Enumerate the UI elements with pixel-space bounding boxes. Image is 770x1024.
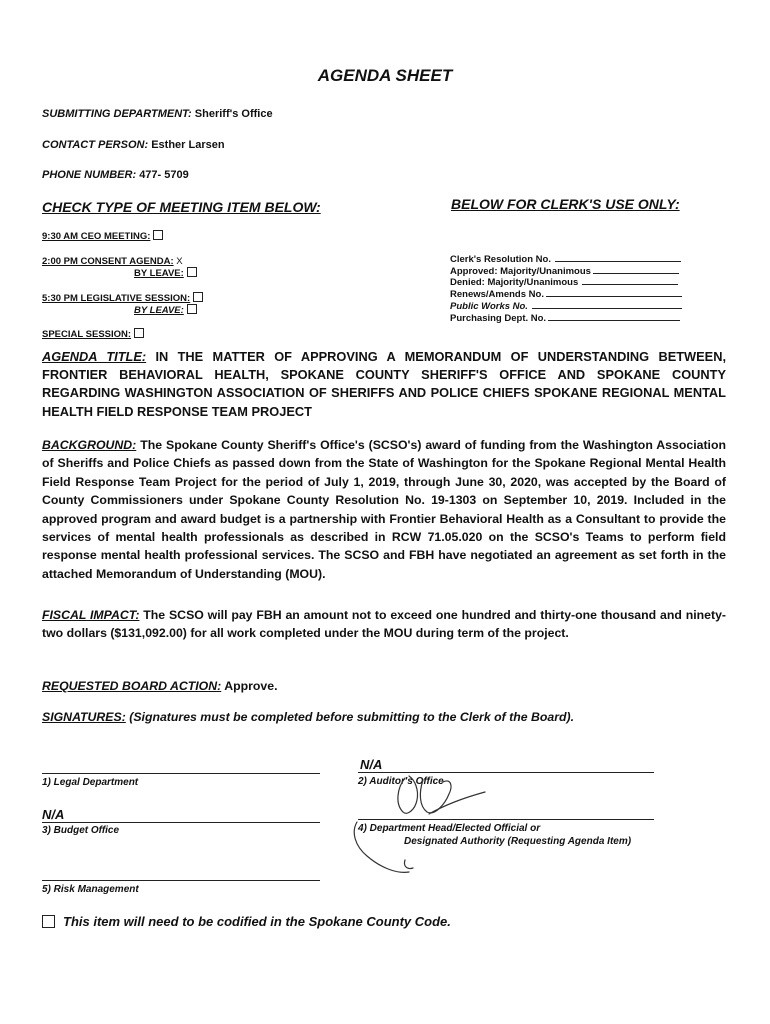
background-label: BACKGROUND: (42, 438, 137, 452)
renews-row (450, 289, 682, 300)
signatures-label: SIGNATURES: (42, 710, 126, 724)
submitting-department-label: SUBMITTING DEPARTMENT: (42, 108, 192, 120)
consent-agenda-mark[interactable]: X (176, 256, 183, 267)
auditor-value: N/A (360, 757, 383, 772)
consent-by-leave-checkbox[interactable] (187, 267, 197, 277)
page-title: AGENDA SHEET (317, 66, 453, 85)
approved-line[interactable] (593, 272, 679, 274)
consent-by-leave-row (134, 267, 197, 279)
consent-agenda-row (42, 256, 183, 267)
public-works-label: Public Works No. (450, 301, 528, 312)
signatures-block (42, 708, 726, 726)
purchasing-line[interactable] (548, 319, 680, 321)
submitting-department-value: Sheriff's Office (194, 108, 273, 120)
handwritten-signature (345, 770, 505, 880)
denied-row (450, 277, 678, 288)
purchasing-label: Purchasing Dept. No. (450, 313, 547, 324)
agenda-title-label: AGENDA TITLE: (42, 349, 147, 364)
risk-management-label: 5) Risk Management (42, 884, 139, 895)
requested-action-text: Approve. (224, 679, 278, 693)
clerk-resolution-line[interactable] (555, 260, 681, 262)
renews-line[interactable] (546, 295, 682, 297)
legislative-session-checkbox[interactable] (193, 292, 203, 302)
meeting-type-heading: CHECK TYPE OF MEETING ITEM BELOW: (42, 199, 321, 215)
consent-agenda-label: 2:00 PM CONSENT AGENDA: (42, 256, 174, 267)
codify-text: This item will need to be codified in the Spokane County Code. (63, 914, 451, 929)
denied-line[interactable] (582, 283, 678, 285)
budget-office-label: 3) Budget Office (42, 825, 120, 836)
background-block (42, 436, 726, 583)
legislative-by-leave-checkbox[interactable] (187, 304, 197, 314)
risk-signature-line[interactable] (42, 880, 320, 881)
legislative-session-row (42, 292, 203, 304)
requested-action-block (42, 677, 726, 695)
contact-person-value: Esther Larsen (151, 139, 225, 151)
designated-authority-label: Designated Authority (Requesting Agenda Item) (404, 836, 632, 847)
special-session-checkbox[interactable] (134, 328, 144, 338)
approved-row (450, 266, 679, 277)
fiscal-impact-label: FISCAL IMPACT: (42, 608, 140, 622)
renews-label: Renews/Amends No. (450, 289, 544, 300)
clerk-use-heading: BELOW FOR CLERK'S USE ONLY: (451, 196, 680, 212)
department-head-label: 4) Department Head/Elected Official or (358, 823, 541, 834)
clerk-resolution-row (450, 254, 681, 265)
ceo-meeting-row (42, 230, 163, 242)
phone-number-label: PHONE NUMBER: (42, 169, 137, 181)
legal-department-label: 1) Legal Department (42, 777, 139, 788)
submitting-department (42, 108, 273, 120)
clerk-resolution-label: Clerk's Resolution No. (450, 254, 551, 265)
codify-checkbox[interactable] (42, 915, 55, 928)
auditor-office-label: 2) Auditor's Office (358, 776, 444, 787)
denied-label: Denied: Majority/Unanimous (450, 277, 579, 288)
background-text: The Spokane County Sheriff's Office's (SCSO's) award of funding from the Washington Association of Sheriffs and Police Chiefs as passed down from the State of Washington for the Spokane Regional Mental Health Field Response Team Project for the period of July 1, 2019, through June 30, 2020, was accepted by the Board of County Commissioners under Spokane County Resolution No. 19-1303 on September 10, 2019. Included in the approved program and award budget is a partnership with Frontier Behavioral Health as a Consultant to provide the services of mental health professionals as described in RCW 71.05.020 on the SCSO's Teams to perform field response mental health professional services. The SCSO and FBH have negotiated an agreement as set forth in the attached Memorandum of Understanding (MOU). (42, 438, 726, 581)
fiscal-impact-text: The SCSO will pay FBH an amount not to exceed one hundred and thirty-one thousand and ninety-two dollars ($131,092.00) for all work completed under the MOU during term of the project. (42, 608, 727, 641)
approved-label: Approved: Majority/Unanimous (450, 266, 591, 277)
signatures-note: (Signatures must be completed before submitting to the Clerk of the Board). (129, 710, 575, 724)
ceo-meeting-checkbox[interactable] (153, 230, 163, 240)
agenda-title-text: IN THE MATTER OF APPROVING A MEMORANDUM OF UNDERSTANDING BETWEEN, FRONTIER BEHAVIORAL HEALTH, SPOKANE COUNTY SHERIFF'S OFFICE AND SPOKANE COUNTY REGARDING WASHINGTON ASSOCIATION OF SHERIFFS AND POLICE CHIEFS SPOKANE REGIONAL MENTAL HEALTH FIELD RESPONSE TEAM PROJECT (42, 349, 726, 419)
purchasing-row (450, 313, 680, 324)
budget-signature-line[interactable] (42, 822, 320, 823)
legislative-by-leave-label: BY LEAVE: (134, 305, 184, 316)
special-session-label: SPECIAL SESSION: (42, 329, 132, 340)
agenda-title-block (42, 348, 726, 421)
requested-action-label: REQUESTED BOARD ACTION: (42, 679, 222, 693)
legislative-session-label: 5:30 PM LEGISLATIVE SESSION: (42, 293, 191, 304)
public-works-line[interactable] (532, 307, 682, 309)
legislative-by-leave-row (134, 304, 197, 316)
ceo-meeting-label: 9:30 AM CEO MEETING: (42, 231, 151, 242)
codify-row (42, 914, 451, 929)
public-works-row (450, 301, 682, 312)
contact-person (42, 139, 225, 151)
consent-by-leave-label: BY LEAVE: (134, 268, 184, 279)
phone-number (42, 169, 189, 181)
contact-person-label: CONTACT PERSON: (42, 139, 149, 151)
legal-signature-line[interactable] (42, 773, 320, 774)
phone-number-value: 477- 5709 (139, 169, 189, 181)
fiscal-impact-block (42, 606, 726, 643)
special-session-row (42, 328, 144, 340)
budget-value: N/A (42, 807, 65, 822)
